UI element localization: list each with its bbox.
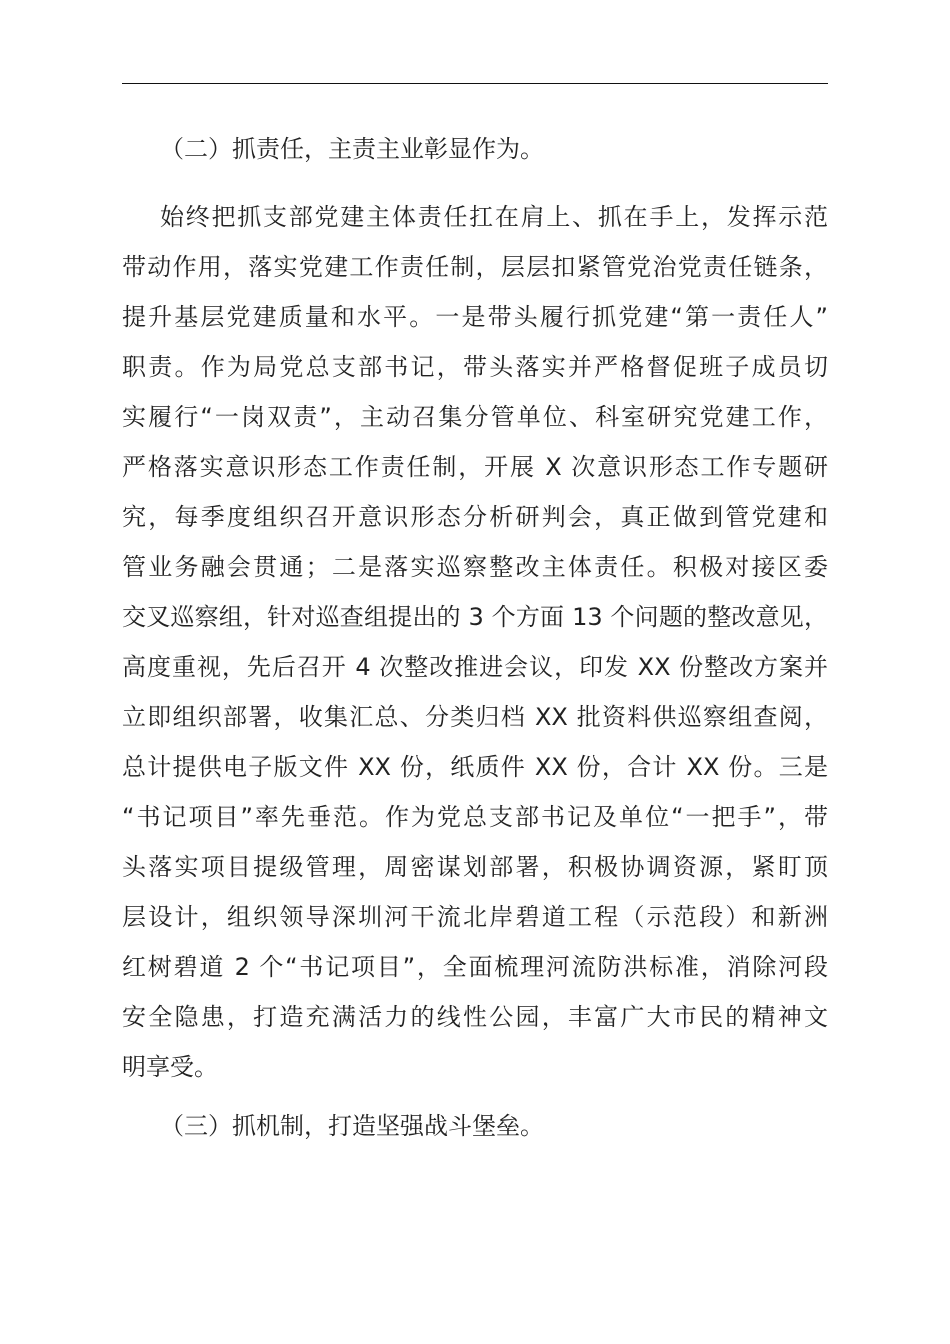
- paragraph-line: 实履行“一岗双责”，主动召集分管单位、科室研究党建工作，: [122, 403, 828, 431]
- paragraph-line: 严格落实意识形态工作责任制，开展 X 次意识形态工作专题研: [122, 453, 828, 481]
- paragraph-line: 交叉巡察组，针对巡查组提出的 3 个方面 13 个问题的整改意见，: [122, 603, 828, 631]
- paragraph-line: 职责。作为局党总支部书记，带头落实并严格督促班子成员切: [122, 353, 828, 381]
- paragraph-line: 安全隐患，打造充满活力的线性公园，丰富广大市民的精神文: [122, 1003, 828, 1031]
- paragraph-line: 始终把抓支部党建主体责任扛在肩上、抓在手上，发挥示范: [160, 203, 828, 231]
- paragraph-line: 带动作用，落实党建工作责任制，层层扣紧管党治党责任链条，: [122, 253, 828, 281]
- paragraph-line: 头落实项目提级管理，周密谋划部署，积极协调资源，紧盯顶: [122, 853, 828, 881]
- paragraph-line: 管业务融会贯通；二是落实巡察整改主体责任。积极对接区委: [122, 553, 828, 581]
- paragraph-line: 层设计，组织领导深圳河干流北岸碧道工程（示范段）和新洲: [122, 903, 828, 931]
- body-paragraph: [122, 202, 828, 1102]
- header-rule: [122, 83, 828, 84]
- paragraph-line: 红树碧道 2 个“书记项目”，全面梳理河流防洪标准，消除河段: [122, 953, 828, 981]
- paragraph-line: “书记项目”率先垂范。作为党总支部书记及单位“一把手”，带: [122, 803, 828, 831]
- paragraph-line: 立即组织部署，收集汇总、分类归档 XX 批资料供巡察组查阅，: [122, 703, 828, 731]
- paragraph-line: 究，每季度组织召开意识形态分析研判会，真正做到管党建和: [122, 503, 828, 531]
- paragraph-line: 提升基层党建质量和水平。一是带头履行抓党建“第一责任人”: [122, 303, 828, 331]
- section-heading-2: （二）抓责任，主责主业彰显作为。: [160, 135, 544, 163]
- paragraph-line: 明享受。: [122, 1053, 218, 1081]
- section-heading-3: （三）抓机制，打造坚强战斗堡垒。: [160, 1112, 544, 1140]
- paragraph-line: 总计提供电子版文件 XX 份，纸质件 XX 份，合计 XX 份。三是: [122, 753, 828, 781]
- paragraph-line: 高度重视，先后召开 4 次整改推进会议，印发 XX 份整改方案并: [122, 653, 828, 681]
